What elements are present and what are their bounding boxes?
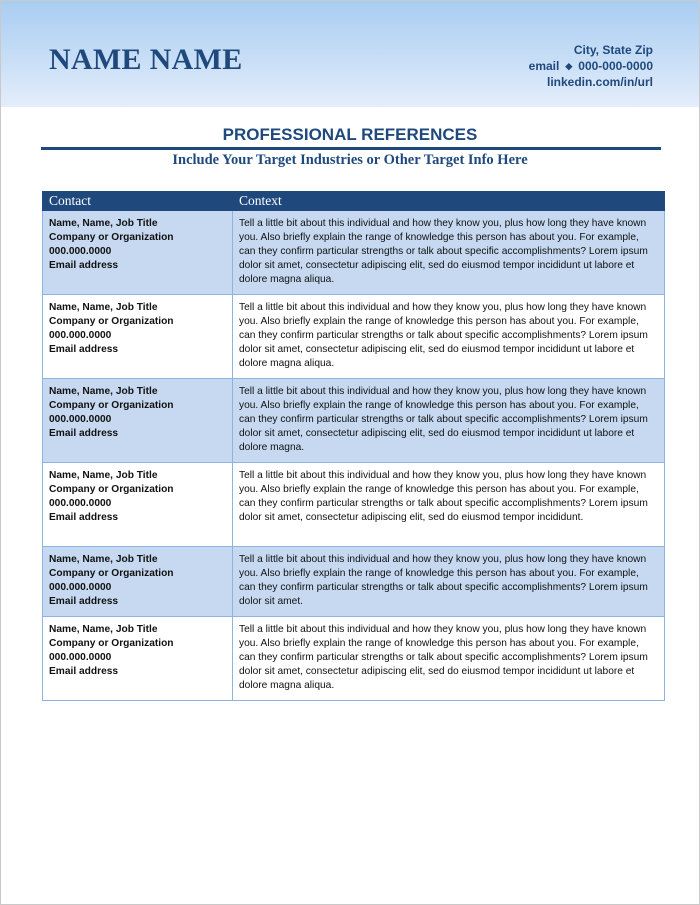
table-row <box>43 463 665 547</box>
reference-name-title: Name, Name, Job Title <box>49 470 158 481</box>
reference-phone: 000.000.0000 <box>49 414 112 425</box>
linkedin-url: linkedin.com/in/url <box>546 75 653 89</box>
reference-context: Tell a little bit about this individual and how they know you, plus how long they have known you. Also briefly explain the range of knowledge this person has about you. For example, can they confirm particular strengths or talk about specific accomplishments? Lorem ipsum dolor sit amet, consectetur adipiscing elit, sed do eiusmod tempor incididunt ut labore et dolore magna aliqua. <box>239 624 648 691</box>
contact-cell <box>43 463 233 547</box>
table-row <box>43 547 665 617</box>
context-cell <box>233 295 665 379</box>
email-label: email <box>528 58 560 73</box>
phone-number: 000-000-0000 <box>578 58 653 73</box>
reference-name-title: Name, Name, Job Title <box>49 386 158 397</box>
contact-cell <box>43 211 233 295</box>
reference-context: Tell a little bit about this individual and how they know you, plus how long they have known you. Also briefly explain the range of knowledge this person has about you. For example, can they confirm particular strengths or talk about specific accomplishments? Lorem ipsum dolor sit amet, consectetur adipiscing elit, sed do eiusmod tempor incididunt ut labore et dolore magna aliqua. <box>239 302 648 369</box>
reference-company: Company or Organization <box>49 316 174 327</box>
context-cell <box>233 617 665 701</box>
city-state-zip: City, State Zip <box>573 43 653 57</box>
reference-email: Email address <box>49 512 119 523</box>
references-table <box>42 191 665 701</box>
reference-context: Tell a little bit about this individual and how they know you, plus how long they have known you. Also briefly explain the range of knowledge this person has about you. For example, can they confirm particular strengths or talk about specific accomplishments? Lorem ipsum dolor sit amet, consectetur adipiscing elit, sed do eiusmod tempor incididunt ut labore et dolore magna. <box>239 386 648 453</box>
title-divider <box>41 147 661 150</box>
table-row <box>43 295 665 379</box>
reference-email: Email address <box>49 596 119 607</box>
email-phone-line <box>529 59 653 76</box>
diamond-separator-icon: ◆ <box>565 60 573 71</box>
context-cell <box>233 463 665 547</box>
contact-cell <box>43 295 233 379</box>
section-subtitle: Include Your Target Industries or Other Target Info Here <box>172 152 528 168</box>
reference-name-title: Name, Name, Job Title <box>49 554 158 565</box>
context-cell <box>233 547 665 617</box>
candidate-name: NAME NAME <box>49 43 243 76</box>
contact-info <box>529 43 653 91</box>
context-cell <box>233 379 665 463</box>
reference-context: Tell a little bit about this individual and how they know you, plus how long they have known you. Also briefly explain the range of knowledge this person has about you. For example, can they confirm particular strengths or talk about specific accomplishments? Lorem ipsum dolor sit amet. <box>239 554 648 607</box>
context-cell <box>233 211 665 295</box>
reference-company: Company or Organization <box>49 232 174 243</box>
column-header-contact: Contact <box>43 192 233 211</box>
section-title: PROFESSIONAL REFERENCES <box>222 125 478 144</box>
reference-company: Company or Organization <box>49 484 174 495</box>
reference-phone: 000.000.0000 <box>49 582 112 593</box>
reference-company: Company or Organization <box>49 638 174 649</box>
contact-cell <box>43 547 233 617</box>
reference-name-title: Name, Name, Job Title <box>49 624 158 635</box>
table-header-row <box>43 192 665 211</box>
reference-email: Email address <box>49 428 119 439</box>
column-header-context: Context <box>233 192 665 211</box>
reference-company: Company or Organization <box>49 400 174 411</box>
reference-phone: 000.000.0000 <box>49 330 112 341</box>
reference-email: Email address <box>49 344 119 355</box>
table-row <box>43 617 665 701</box>
reference-context: Tell a little bit about this individual and how they know you, plus how long they have known you. Also briefly explain the range of knowledge this person has about you. For example, can they confirm particular strengths or talk about specific accomplishments? Lorem ipsum dolor sit amet, consectetur adipiscing elit, sed do eiusmod tempor incididunt. <box>239 470 648 523</box>
contact-cell <box>43 379 233 463</box>
reference-phone: 000.000.0000 <box>49 652 112 663</box>
table-row <box>43 211 665 295</box>
reference-context: Tell a little bit about this individual and how they know you, plus how long they have known you. Also briefly explain the range of knowledge this person has about you. For example, can they confirm particular strengths or talk about specific accomplishments? Lorem ipsum dolor sit amet, consectetur adipiscing elit, sed do eiusmod tempor incididunt ut labore et dolore magna aliqua. <box>239 218 648 285</box>
contact-cell <box>43 617 233 701</box>
reference-email: Email address <box>49 666 119 677</box>
reference-company: Company or Organization <box>49 568 174 579</box>
reference-name-title: Name, Name, Job Title <box>49 218 158 229</box>
table-row <box>43 379 665 463</box>
reference-phone: 000.000.0000 <box>49 246 112 257</box>
reference-email: Email address <box>49 260 119 271</box>
reference-phone: 000.000.0000 <box>49 498 112 509</box>
reference-name-title: Name, Name, Job Title <box>49 302 158 313</box>
